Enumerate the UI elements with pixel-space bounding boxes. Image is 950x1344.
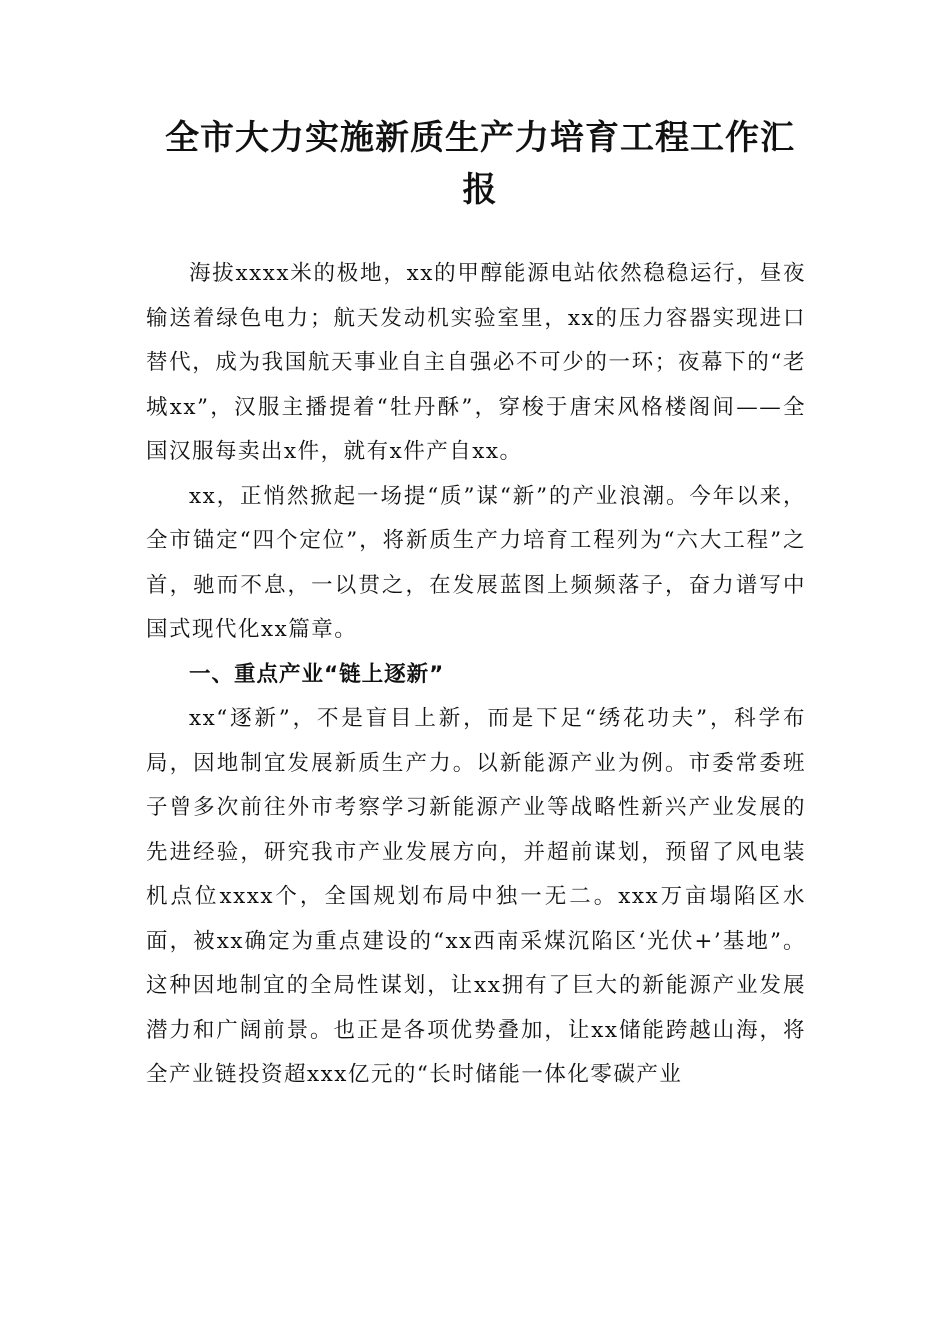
document-title: 全市大力实施新质生产力培育工程工作汇报 — [165, 118, 795, 210]
intro-paragraph-1: 海拔xxxx米的极地，xx的甲醇能源电站依然稳稳运行，昼夜输送着绿色电力；航天发动机实验室里，xx的压力容器实现进口替代，成为我国航天事业自主自强必不可少的一环；夜幕下的“老城xx”，汉服主播提着“牡丹酥”，穿梭于唐宋风格楼阁间——全国汉服每卖出x件，就有x件产自xx。 — [146, 261, 806, 464]
intro-paragraph-2: xx，正悄然掀起一场提“质”谋“新”的产业浪潮。今年以来，全市锚定“四个定位”，将新质生产力培育工程列为“六大工程”之首，驰而不息，一以贯之，在发展蓝图上频频落子，奋力谱写中国式现代化xx篇章。 — [146, 483, 806, 642]
section-heading-1: 一、重点产业“链上逐新” — [189, 661, 445, 687]
section-1-paragraph: xx“逐新”，不是盲目上新，而是下足“绣花功夫”，科学布局，因地制宜发展新质生产力。以新能源产业为例。市委常委班子曾多次前往外市考察学习新能源产业等战略性新兴产业发展的先进经验，研究我市产业发展方向，并超前谋划，预留了风电装机点位xxxx个，全国规划布局中独一无二。xxx万亩塌陷区水面，被xx确定为重点建设的“xx西南采煤沉陷区‘光伏+’基地”。这种因地制宜的全局性谋划，让xx拥有了巨大的新能源产业发展潜力和广阔前景。也正是各项优势叠加，让xx储能跨越山海，将全产业链投资超xxx亿元的“长时储能一体化零碳产业 — [146, 706, 806, 1087]
document-body — [146, 252, 806, 1098]
